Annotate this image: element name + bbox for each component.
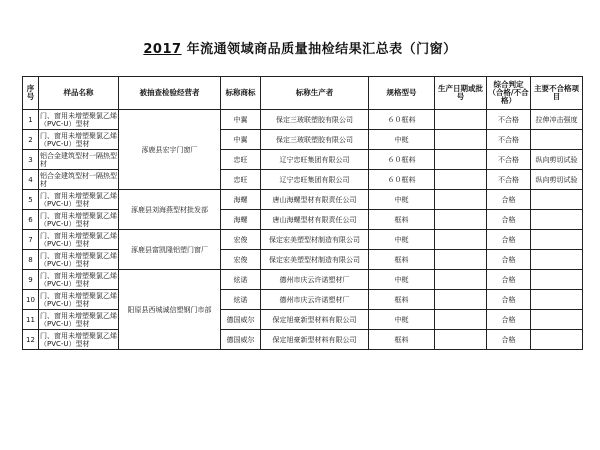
cell-failed: [531, 230, 583, 250]
header-seq: 序号: [23, 77, 39, 110]
cell-failed: 纵向剪切试验: [531, 170, 583, 190]
cell-seq: 3: [23, 150, 39, 170]
cell-verdict: 合格: [487, 270, 531, 290]
cell-sample: 铝合金建筑型材一隔热型材: [40, 171, 117, 188]
cell-verdict: 合格: [487, 230, 531, 250]
cell-brand: 炫诺: [221, 290, 261, 310]
cell-failed: [531, 310, 583, 330]
cell-brand: 海螺: [221, 190, 261, 210]
cell-verdict: 不合格: [487, 150, 531, 170]
cell-sample: 门、窗用未增塑聚氯乙烯（PVC-U）型材: [40, 251, 117, 268]
cell-seq: 7: [23, 230, 39, 250]
cell-brand: 德国威尔: [221, 310, 261, 330]
cell-spec: 框料: [369, 330, 435, 350]
cell-producer: 保定旭豪新型材料有限公司: [261, 330, 369, 350]
cell-brand: 忠旺: [221, 150, 261, 170]
table-row: [23, 110, 583, 130]
cell-spec: 中梃: [369, 270, 435, 290]
cell-spec: ６０框料: [369, 110, 435, 130]
cell-spec: 中梃: [369, 130, 435, 150]
cell-failed: [531, 190, 583, 210]
cell-brand: 中翼: [221, 130, 261, 150]
cell-date: [435, 150, 487, 170]
cell-failed: [531, 130, 583, 150]
cell-date: [435, 170, 487, 190]
cell-sample: 门、窗用未增塑聚氯乙烯（PVC-U）型材: [40, 271, 117, 288]
cell-producer: 辽宁忠旺集团有限公司: [261, 150, 369, 170]
cell-sample: 门、窗用未增塑聚氯乙烯（PVC-U）型材: [40, 311, 117, 328]
cell-verdict: 不合格: [487, 130, 531, 150]
cell-date: [435, 210, 487, 230]
cell-brand: 中翼: [221, 110, 261, 130]
cell-seq: 6: [23, 210, 39, 230]
cell-seq: 5: [23, 190, 39, 210]
table-row: [23, 310, 583, 330]
cell-spec: 框料: [369, 290, 435, 310]
cell-producer: 德州市庆云许诺塑材厂: [261, 270, 369, 290]
cell-date: [435, 110, 487, 130]
cell-verdict: 合格: [487, 250, 531, 270]
table-row: [23, 330, 583, 350]
cell-producer: 保定旭豪新型材料有限公司: [261, 310, 369, 330]
cell-producer: 保定宏美塑型材制造有限公司: [261, 250, 369, 270]
cell-producer: 保定三玻联塑胶有限公司: [261, 130, 369, 150]
cell-verdict: 合格: [487, 330, 531, 350]
header-row: [23, 77, 583, 110]
table-row: [23, 290, 583, 310]
table-row: [23, 250, 583, 270]
table-row: [23, 190, 583, 210]
cell-sample: 门、窗用未增塑聚氯乙烯（PVC-U）型材: [40, 331, 117, 348]
cell-verdict: 不合格: [487, 170, 531, 190]
header-verdict: 综合判定（合格/不合格）: [487, 77, 531, 110]
cell-failed: [531, 250, 583, 270]
cell-brand: 忠旺: [221, 170, 261, 190]
cell-date: [435, 310, 487, 330]
cell-operator: 涿鹿县宏宇门窗厂: [119, 110, 221, 190]
header-failed: 主要不合格项目: [531, 77, 583, 110]
title-year: 2017: [143, 42, 182, 57]
cell-date: [435, 290, 487, 310]
cell-failed: [531, 290, 583, 310]
page-title: [0, 38, 600, 57]
cell-failed: [531, 270, 583, 290]
cell-sample: 门、窗用未增塑聚氯乙烯（PVC-U）型材: [40, 231, 117, 248]
header-sample: 样品名称: [39, 77, 119, 110]
cell-operator: 阳原县西城诚信塑钢门市部: [119, 270, 221, 350]
cell-seq: 2: [23, 130, 39, 150]
cell-brand: 宏俊: [221, 250, 261, 270]
cell-verdict: 不合格: [487, 110, 531, 130]
title-text: 年流通领域商品质量抽检结果汇总表（门窗）: [186, 42, 457, 57]
cell-seq: 8: [23, 250, 39, 270]
cell-date: [435, 230, 487, 250]
cell-date: [435, 130, 487, 150]
cell-spec: 框料: [369, 210, 435, 230]
header-brand: 标称商标: [221, 77, 261, 110]
cell-failed: [531, 330, 583, 350]
cell-seq: 4: [23, 170, 39, 190]
header-date: 生产日期或批号: [435, 77, 487, 110]
cell-seq: 9: [23, 270, 39, 290]
cell-spec: 框料: [369, 250, 435, 270]
cell-producer: 辽宁忠旺集团有限公司: [261, 170, 369, 190]
cell-operator: 涿鹿县富凯隆铝塑门窗厂: [119, 230, 221, 270]
header-spec: 规格型号: [369, 77, 435, 110]
cell-producer: 德州市庆云许诺塑材厂: [261, 290, 369, 310]
cell-sample: 门、窗用未增塑聚氯乙烯（PVC-U）型材: [40, 211, 117, 228]
table-row: [23, 210, 583, 230]
cell-brand: 海螺: [221, 210, 261, 230]
cell-producer: 唐山海螺型材有限责任公司: [261, 190, 369, 210]
cell-verdict: 合格: [487, 310, 531, 330]
cell-operator: 涿鹿县刘海燕型材批发部: [119, 190, 221, 230]
cell-verdict: 合格: [487, 210, 531, 230]
cell-failed: 纵向剪切试验: [531, 150, 583, 170]
cell-producer: 保定宏美塑型材制造有限公司: [261, 230, 369, 250]
cell-date: [435, 250, 487, 270]
header-producer: 标称生产者: [261, 77, 369, 110]
table-row: [23, 270, 583, 290]
cell-verdict: 合格: [487, 290, 531, 310]
results-table: [22, 76, 583, 350]
cell-verdict: 合格: [487, 190, 531, 210]
table-row: [23, 130, 583, 150]
cell-date: [435, 270, 487, 290]
cell-date: [435, 190, 487, 210]
cell-spec: 中梃: [369, 230, 435, 250]
cell-spec: ６０框料: [369, 170, 435, 190]
header-operator: 被抽查检验经营者: [119, 77, 221, 110]
cell-failed: [531, 210, 583, 230]
cell-brand: 德国威尔: [221, 330, 261, 350]
cell-seq: 11: [23, 310, 39, 330]
cell-spec: 中梃: [369, 310, 435, 330]
cell-sample: 门、窗用未增塑聚氯乙烯（PVC-U）型材: [40, 111, 117, 128]
cell-sample: 门、窗用未增塑聚氯乙烯（PVC-U）型材: [40, 291, 117, 308]
cell-spec: 中梃: [369, 190, 435, 210]
cell-spec: ６０框料: [369, 150, 435, 170]
table-row: [23, 170, 583, 190]
cell-date: [435, 330, 487, 350]
cell-producer: 唐山海螺型材有限责任公司: [261, 210, 369, 230]
cell-producer: 保定三玻联塑胶有限公司: [261, 110, 369, 130]
table-row: [23, 150, 583, 170]
cell-sample: 门、窗用未增塑聚氯乙烯（PVC-U）型材: [40, 191, 117, 208]
cell-seq: 1: [23, 110, 39, 130]
cell-sample: 门、窗用未增塑聚氯乙烯（PVC-U）型材: [40, 131, 117, 148]
cell-seq: 12: [23, 330, 39, 350]
table-row: [23, 230, 583, 250]
cell-brand: 宏俊: [221, 230, 261, 250]
cell-failed: 拉伸冲击强度: [531, 110, 583, 130]
cell-seq: 10: [23, 290, 39, 310]
cell-brand: 炫诺: [221, 270, 261, 290]
cell-sample: 铝合金建筑型材一隔热型材: [40, 151, 117, 168]
